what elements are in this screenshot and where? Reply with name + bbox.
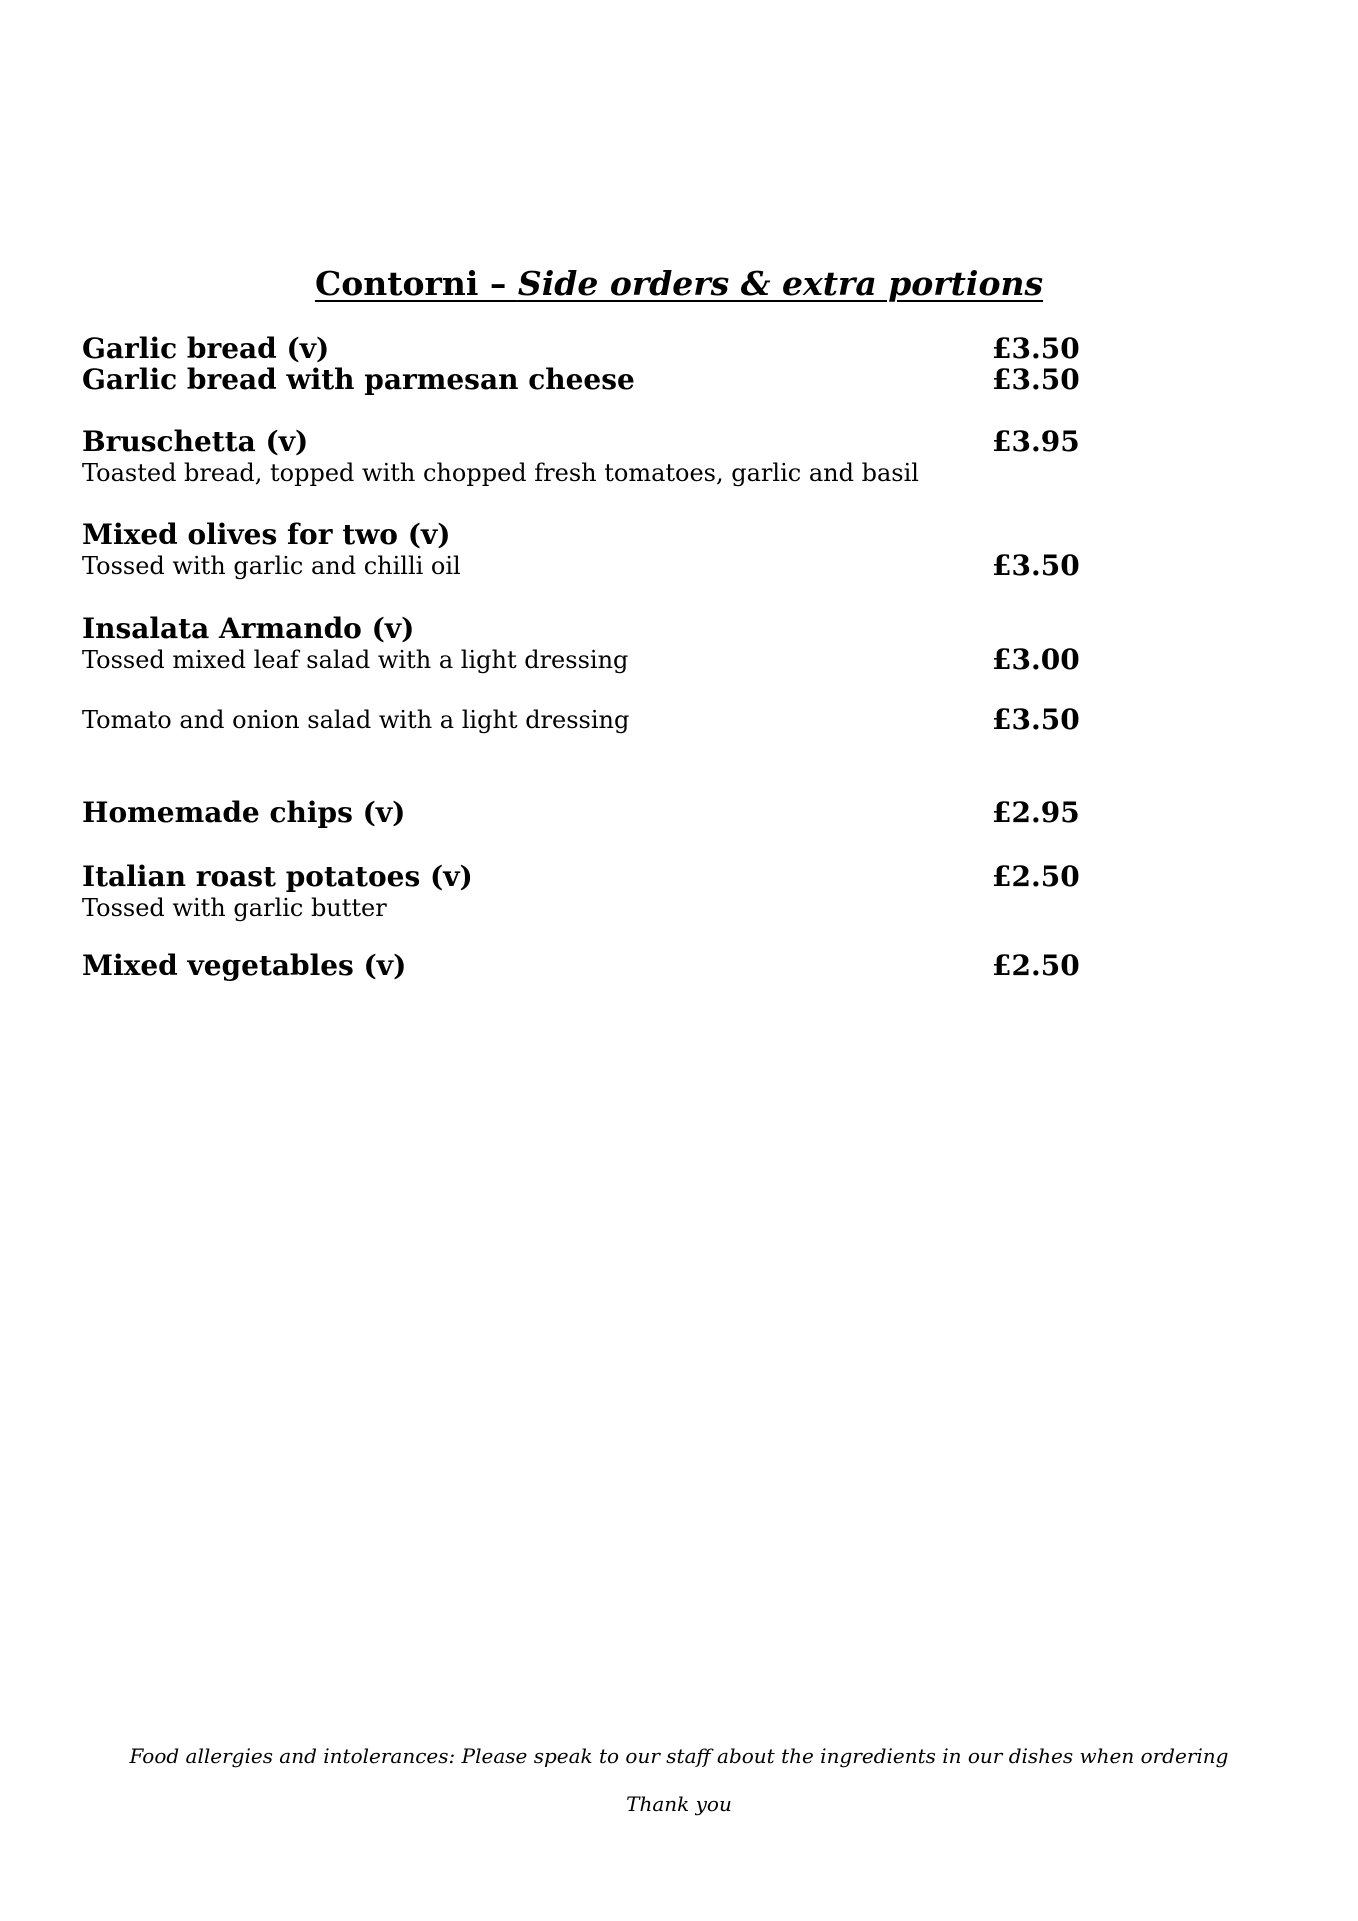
item-price-tomato-onion-salad: £3.50: [992, 703, 1080, 736]
item-price-bruschetta: £3.95: [992, 425, 1080, 458]
item-name-insalata-armando: Insalata Armando (v): [82, 612, 415, 645]
item-price-mixed-vegetables: £2.50: [992, 949, 1080, 982]
item-description-mixed-olives: Tossed with garlic and chilli oil: [82, 552, 461, 580]
item-description-tomato-onion-salad: Tomato and onion salad with a light dressing: [82, 706, 630, 734]
title-subtitle: Side orders & extra portions: [517, 264, 1044, 303]
item-name-mixed-vegetables: Mixed vegetables (v): [82, 949, 407, 982]
item-name-mixed-olives: Mixed olives for two (v): [82, 518, 451, 551]
title-main: Contorni –: [314, 264, 518, 303]
item-price-homemade-chips: £2.95: [992, 796, 1080, 829]
thank-you-note: Thank you: [626, 1792, 732, 1816]
item-price-garlic-bread-parmesan: £3.50: [992, 363, 1080, 396]
item-price-mixed-olives: £3.50: [992, 549, 1080, 582]
page-title: [0, 264, 1358, 303]
item-price-italian-roast-potatoes: £2.50: [992, 860, 1080, 893]
item-description-bruschetta: Toasted bread, topped with chopped fresh tomatoes, garlic and basil: [82, 459, 919, 487]
item-description-insalata-armando: Tossed mixed leaf salad with a light dressing: [82, 646, 629, 674]
item-price-insalata-armando: £3.00: [992, 643, 1080, 676]
item-name-bruschetta: Bruschetta (v): [82, 425, 309, 458]
item-name-italian-roast-potatoes: Italian roast potatoes (v): [82, 860, 473, 893]
item-name-homemade-chips: Homemade chips (v): [82, 796, 406, 829]
allergy-note: Food allergies and intolerances: Please speak to our staff about the ingredients in our dishes when ordering: [129, 1744, 1229, 1768]
item-description-italian-roast-potatoes: Tossed with garlic butter: [82, 894, 387, 922]
item-name-garlic-bread: Garlic bread (v): [82, 332, 330, 365]
item-price-garlic-bread: £3.50: [992, 332, 1080, 365]
item-name-garlic-bread-parmesan: Garlic bread with parmesan cheese: [82, 363, 635, 396]
